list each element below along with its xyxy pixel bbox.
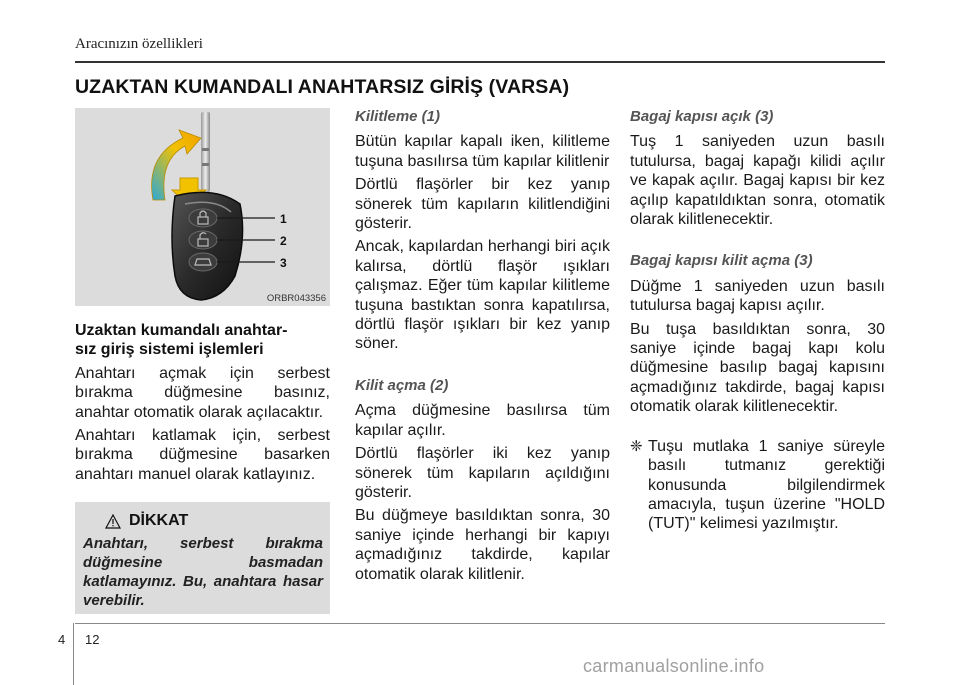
warning-triangle-icon (105, 514, 121, 529)
footer-rule (75, 623, 885, 624)
left-heading-line-2: sız giriş sistemi işlemleri (75, 341, 264, 359)
note-text: Tuşu mutlaka 1 saniye süreyle basılı tutmanız gerektiği konusunda bilgilendirmek amacıyla, tuşun üzerine "HOLD (TUT)" kelimesi yazılmıştır. (648, 437, 885, 533)
chapter-number: 4 (58, 632, 66, 647)
unlock-heading: Kilit açma (2) (355, 376, 449, 394)
watermark: carmanualsonline.info (583, 656, 765, 676)
header-rule (75, 61, 885, 63)
smart-key-illustration (75, 108, 330, 306)
trunk-unlock-paragraph-1: Düğme 1 saniyeden uzun basılı tutulursa bagaj kapısı açılır. (630, 277, 885, 315)
unlock-paragraph-3: Bu düğmeye basıldıktan sonra, 30 saniye içinde herhangi bir kapıyı açmadığınız takdirde, kapılar otomatik olarak kilitlenir. (355, 507, 610, 583)
page-title: UZAKTAN KUMANDALI ANAHTARSIZ GİRİŞ (VARSA) (75, 76, 570, 98)
page-number: 12 (85, 632, 100, 647)
unlock-paragraph-2: Dörtlü flaşörler iki kez yanıp sönerek tüm kapıların açıldığını gösterir. (355, 445, 610, 501)
key-figure (75, 108, 330, 306)
lock-heading: Kilitleme (1) (355, 108, 441, 125)
callout-label-3: 3 (280, 256, 287, 270)
left-paragraph-2: Anahtarı katlamak için, serbest bırakma düğmesine basarken anahtarı manuel olarak katlayınız. (75, 427, 330, 483)
lock-paragraph-3: Ancak, kapılardan herhangi biri açık kalırsa, dörtlü flaşör ışıkları çalışmaz. Eğer tüm kapılar kilitleme tuşuna bastıktan sonra kapatılırsa, dörtlü flaşör ışıkları bir kez yanıp söner. (355, 238, 610, 353)
trunk-open-heading: Bagaj kapısı açık (3) (630, 108, 774, 125)
trunk-open-paragraph: Tuş 1 saniyeden uzun basılı tutulursa, bagaj kapağı kilidi açılır ve kapak açılır. Bagaj kapısı bir kez açılıp kapatıldıktan sonra, otomatik olarak kilitlenecektir. (630, 133, 885, 229)
note-mark-icon: ❈ (630, 437, 643, 455)
section-header: Aracınızın özellikleri (75, 36, 203, 52)
footer-divider (73, 623, 74, 685)
trunk-unlock-paragraph-2: Bu tuşa basıldıktan sonra, 30 saniye içinde bagaj kapı kolu düğmesine basılıp bagaj kapısını açmadığınız takdirde, bagaj kapısı otomatik olarak kilitlenecektir. (630, 320, 885, 416)
figure-code: ORBR043356 (266, 293, 326, 304)
left-heading (75, 321, 330, 360)
lock-paragraph-1: Bütün kapılar kapalı iken, kilitleme tuşuna basılırsa tüm kapılar kilitlenir (355, 133, 610, 170)
caution-title-row (105, 512, 188, 530)
middle-column (355, 107, 610, 588)
callout-label-1: 1 (280, 212, 287, 226)
left-column (75, 321, 330, 488)
caution-body: Anahtarı, serbest bırakma düğmesine basmadan katlamayınız. Bu, anahtara hasar verebilir. (83, 535, 323, 609)
lock-paragraph-2: Dörtlü flaşörler bir kez yanıp sönerek tüm kapıların kilitlendiğini gösterir. (355, 176, 610, 233)
callout-label-2: 2 (280, 234, 287, 248)
hold-note (630, 437, 885, 534)
unlock-paragraph-1: Açma düğmesine basılırsa tüm kapılar açılır. (355, 402, 610, 439)
trunk-button (189, 253, 217, 271)
right-column (630, 107, 885, 534)
left-paragraph-1: Anahtarı açmak için serbest bırakma düğmesine basınız, anahtar otomatik olarak açılacaktır. (75, 364, 330, 421)
key-blade (201, 112, 210, 192)
caution-title: DİKKAT (129, 512, 189, 529)
trunk-unlock-heading: Bagaj kapısı kilit açma (3) (630, 252, 813, 270)
caution-box (75, 502, 330, 614)
left-heading-line-1: Uzaktan kumandalı anahtar- (75, 322, 288, 339)
